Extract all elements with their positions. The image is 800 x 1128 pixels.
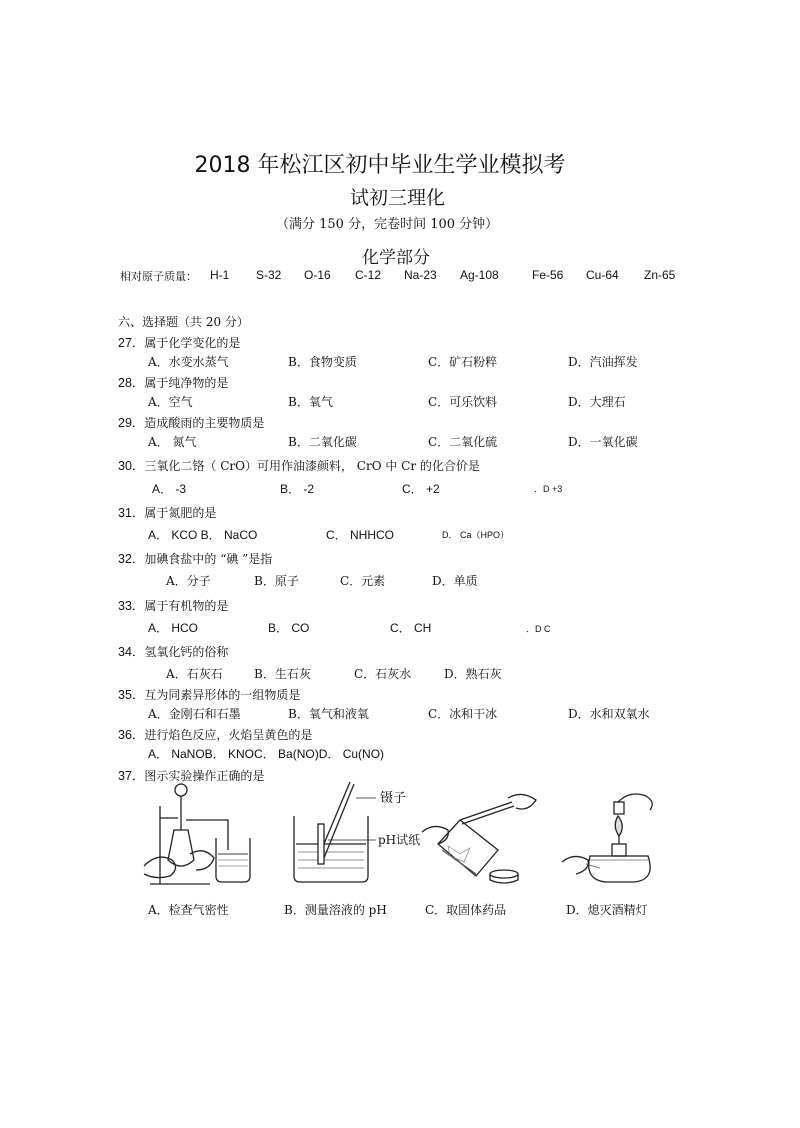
question-text: 属于有机物的是: [144, 599, 229, 613]
option-d[interactable]: D．汽油挥发: [568, 355, 638, 369]
part-title: 六、选择题（共 20 分）: [118, 315, 249, 329]
figure-c-solid-reagent: [420, 784, 555, 888]
caption-a[interactable]: A．检查气密性: [148, 903, 229, 917]
option-b[interactable]: B．食物变质: [288, 355, 357, 369]
question-text: 造成酸雨的主要物质是: [144, 416, 265, 430]
question-stem: [118, 333, 240, 351]
question-stem: [118, 642, 228, 660]
question-number: 31．: [118, 506, 145, 520]
question-text: 属于纯净物的是: [144, 376, 229, 390]
atomic-mass-item: H-1: [210, 268, 230, 282]
question-stem: [118, 373, 228, 391]
question-number: 28．: [118, 376, 145, 390]
atomic-mass-item: Cu-64: [586, 268, 619, 282]
question-text: 加碘食盐中的 “碘 ”是指: [144, 552, 273, 566]
atomic-mass-item: Fe-56: [532, 268, 564, 282]
atomic-mass-label: 相对原子质量：: [120, 270, 197, 283]
figure-a-airtightness: [140, 780, 270, 890]
option-d[interactable]: ．D C: [526, 624, 551, 634]
option-b[interactable]: B．生石灰: [254, 667, 311, 681]
option-a[interactable]: A．分子: [166, 574, 211, 588]
option-c[interactable]: C． NHHCO: [326, 528, 394, 542]
atomic-mass-item: Ag-108: [460, 268, 499, 282]
option-c[interactable]: C．元素: [340, 574, 386, 588]
question-stem: [118, 685, 300, 703]
option-b[interactable]: B．二氧化碳: [288, 435, 357, 449]
question-number: 36．: [118, 728, 145, 742]
question-number: 35．: [118, 688, 145, 702]
option-a[interactable]: A．金刚石和石墨: [148, 707, 241, 721]
question-number: 27．: [118, 336, 145, 350]
option-c[interactable]: C．冰和干冰: [428, 707, 498, 721]
option-b[interactable]: B．氧气和液氧: [288, 707, 369, 721]
question-text: 互为同素异形体的一组物质是: [144, 688, 301, 702]
question-stem: [118, 413, 264, 431]
question-text: 属于化学变化的是: [144, 336, 241, 350]
atomic-mass-item: Na-23: [404, 268, 437, 282]
question-number: 33．: [118, 599, 145, 613]
question-number: 32．: [118, 552, 145, 566]
option-c[interactable]: C． CH: [390, 621, 432, 635]
section-title: 化学部分: [362, 248, 430, 268]
question-number: 34．: [118, 645, 145, 659]
option-a[interactable]: A．石灰石: [166, 667, 223, 681]
question-stem: [118, 725, 312, 743]
option-c[interactable]: C．可乐饮料: [428, 395, 498, 409]
option-a[interactable]: A． 氮气: [148, 435, 197, 449]
exam-subtitle: 试初三理化: [350, 187, 446, 209]
atomic-mass-item: S-32: [256, 268, 282, 282]
question-stem: [118, 596, 228, 614]
option-b[interactable]: B．氧气: [288, 395, 333, 409]
question-text: 三氧化二铬（ CrO）可用作油漆颜料， CrO 中 Cr 的化合价是: [144, 459, 480, 473]
exam-title: 2018 年松江区初中毕业生学业模拟考: [194, 153, 566, 178]
option-a[interactable]: A．空气: [148, 395, 193, 409]
question-stem: [118, 456, 480, 474]
figure-d-alcohol-lamp: [560, 786, 680, 890]
question-stem: [118, 503, 216, 521]
exam-note: （满分 150 分，完卷时间 100 分钟）: [276, 217, 499, 232]
question-number: 37．: [118, 769, 145, 783]
question-stem: [118, 549, 272, 567]
option-b[interactable]: B． CO: [268, 621, 310, 635]
question-text: 氢氧化钙的俗称: [144, 645, 229, 659]
option-c[interactable]: C． +2: [402, 482, 440, 496]
ph-paper-label: pH试纸: [378, 833, 420, 847]
option-d[interactable]: ．D +3: [534, 484, 563, 494]
question-number: 29．: [118, 416, 145, 430]
caption-d[interactable]: D．熄灭酒精灯: [566, 903, 648, 917]
option-b[interactable]: B． -2: [280, 482, 315, 496]
question-text: 属于氮肥的是: [144, 506, 217, 520]
caption-b[interactable]: B．测量溶液的 pH: [284, 903, 387, 917]
option-a[interactable]: A．水变水蒸气: [148, 355, 229, 369]
atomic-mass-item: O-16: [304, 268, 331, 282]
atomic-mass-item: C-12: [355, 268, 382, 282]
question-text: 图示实验操作正确的是: [144, 769, 265, 783]
option-d[interactable]: D．水和双氧水: [568, 707, 650, 721]
option-a[interactable]: A． -3: [152, 482, 187, 496]
tweezers-label: 镊子: [380, 791, 407, 806]
atomic-mass-item: Zn-65: [644, 268, 676, 282]
option-d[interactable]: D．大理石: [568, 395, 626, 409]
figure-b-ph-measure: [280, 778, 420, 886]
option-c[interactable]: C．石灰水: [354, 667, 412, 681]
option-d[interactable]: D． Ca（HPO）: [442, 530, 510, 540]
option-c[interactable]: C．二氧化硫: [428, 435, 498, 449]
option-d[interactable]: D．熟石灰: [444, 667, 502, 681]
option-d[interactable]: D．一氧化碳: [568, 435, 638, 449]
option-b[interactable]: B．原子: [254, 574, 299, 588]
question-number: 30．: [118, 459, 145, 473]
option-a[interactable]: A． HCO: [148, 621, 199, 635]
option-d[interactable]: D．单质: [432, 574, 478, 588]
caption-c[interactable]: C．取固体药品: [425, 903, 507, 917]
question-text: 进行焰色反应，火焰呈黄色的是: [144, 728, 313, 742]
option-ab[interactable]: A． KCO B． NaCO: [148, 528, 258, 542]
option-c[interactable]: C．矿石粉粹: [428, 355, 498, 369]
options-abcd[interactable]: A． NaNOB． KNOC． Ba(NO)D． Cu(NO): [148, 747, 385, 761]
